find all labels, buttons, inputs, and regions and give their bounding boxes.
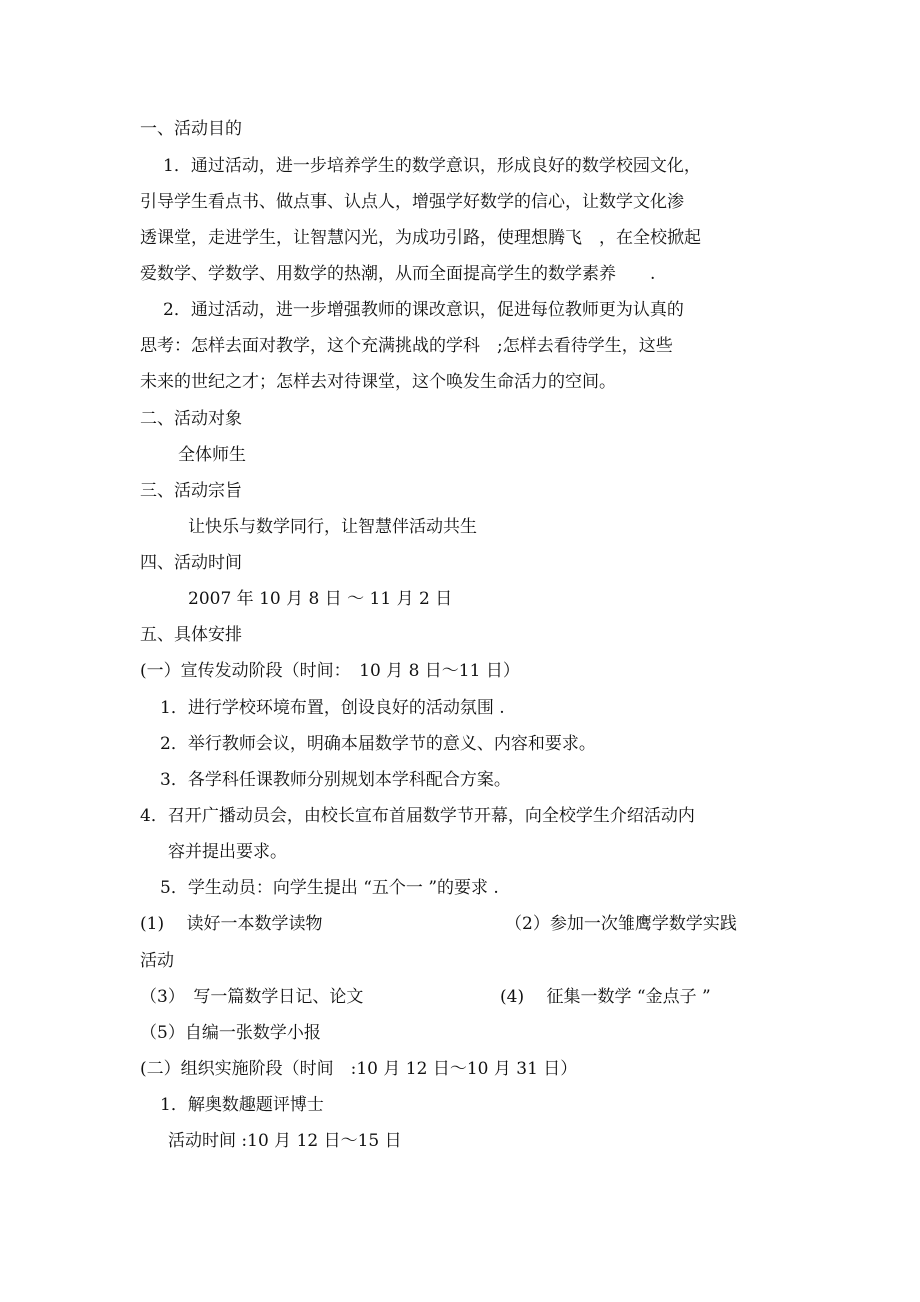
section-heading-aim: 三、活动宗旨 [140, 481, 242, 501]
phase-1-item-1: 1．进行学校环境布置，创设良好的活动氛围 . [160, 698, 505, 718]
requirement-4: (4) 征集一数学 “金点子 ” [500, 987, 711, 1007]
participants-body: 全体师生 [178, 445, 246, 465]
requirement-2: （2）参加一次雏鹰学数学实践 [505, 914, 737, 934]
phase-1-heading: (一）宣传发动阶段（时间： 10 月 8 日～11 日） [140, 661, 520, 681]
phase-1-item-4-line-1: 4．召开广播动员会，由校长宣布首届数学节开幕，向全校学生介绍活动内 [140, 806, 695, 826]
phase-1-item-3: 3．各学科任课教师分别规划本学科配合方案。 [160, 770, 511, 790]
phase-2-item-1-time: 活动时间 :10 月 12 日～15 日 [168, 1131, 402, 1151]
requirement-5: （5）自编一张数学小报 [140, 1023, 321, 1043]
section-heading-participants: 二、活动对象 [140, 409, 242, 429]
purpose-paragraph-2-line-2: 思考：怎样去面对教学，这个充满挑战的学科 ;怎样去看待学生，这些 [140, 336, 673, 356]
phase-2-item-1: 1．解奥数趣题评博士 [160, 1095, 324, 1115]
purpose-paragraph-1-line-4: 爱数学、学数学、用数学的热潮，从而全面提高学生的数学素养 . [140, 264, 656, 284]
purpose-paragraph-1-line-3: 透课堂，走进学生，让智慧闪光，为成功引路，使理想腾飞 ，在全校掀起 [140, 228, 701, 248]
time-body: 2007 年 10 月 8 日 ～ 11 月 2 日 [188, 589, 453, 609]
phase-1-item-5: 5．学生动员：向学生提出 “五个一 ”的要求 . [160, 878, 499, 898]
requirement-1: (1) 读好一本数学读物 [140, 914, 323, 934]
requirement-2-continued: 活动 [140, 951, 174, 971]
section-heading-time: 四、活动时间 [140, 553, 242, 573]
section-heading-arrangement: 五、具体安排 [140, 625, 242, 645]
purpose-paragraph-1-line-2: 引导学生看点书、做点事、认点人，增强学好数学的信心，让数学文化渗 [140, 192, 684, 212]
phase-2-heading: (二）组织实施阶段（时间 :10 月 12 日～10 月 31 日） [140, 1059, 578, 1079]
aim-body: 让快乐与数学同行，让智慧伴活动共生 [188, 517, 477, 537]
phase-1-item-2: 2．举行教师会议，明确本届数学节的意义、内容和要求。 [160, 734, 596, 754]
requirement-3: （3） 写一篇数学日记、论文 [140, 987, 364, 1007]
purpose-paragraph-2-line-1: 2．通过活动，进一步增强教师的课改意识，促进每位教师更为认真的 [163, 300, 684, 320]
section-heading-purpose: 一、活动目的 [140, 119, 242, 139]
phase-1-item-4-line-2: 容并提出要求。 [168, 842, 287, 862]
purpose-paragraph-2-line-3: 未来的世纪之才；怎样去对待课堂，这个唤发生命活力的空间。 [140, 372, 616, 392]
purpose-paragraph-1-line-1: 1．通过活动，进一步培养学生的数学意识，形成良好的数学校园文化， [163, 156, 701, 176]
